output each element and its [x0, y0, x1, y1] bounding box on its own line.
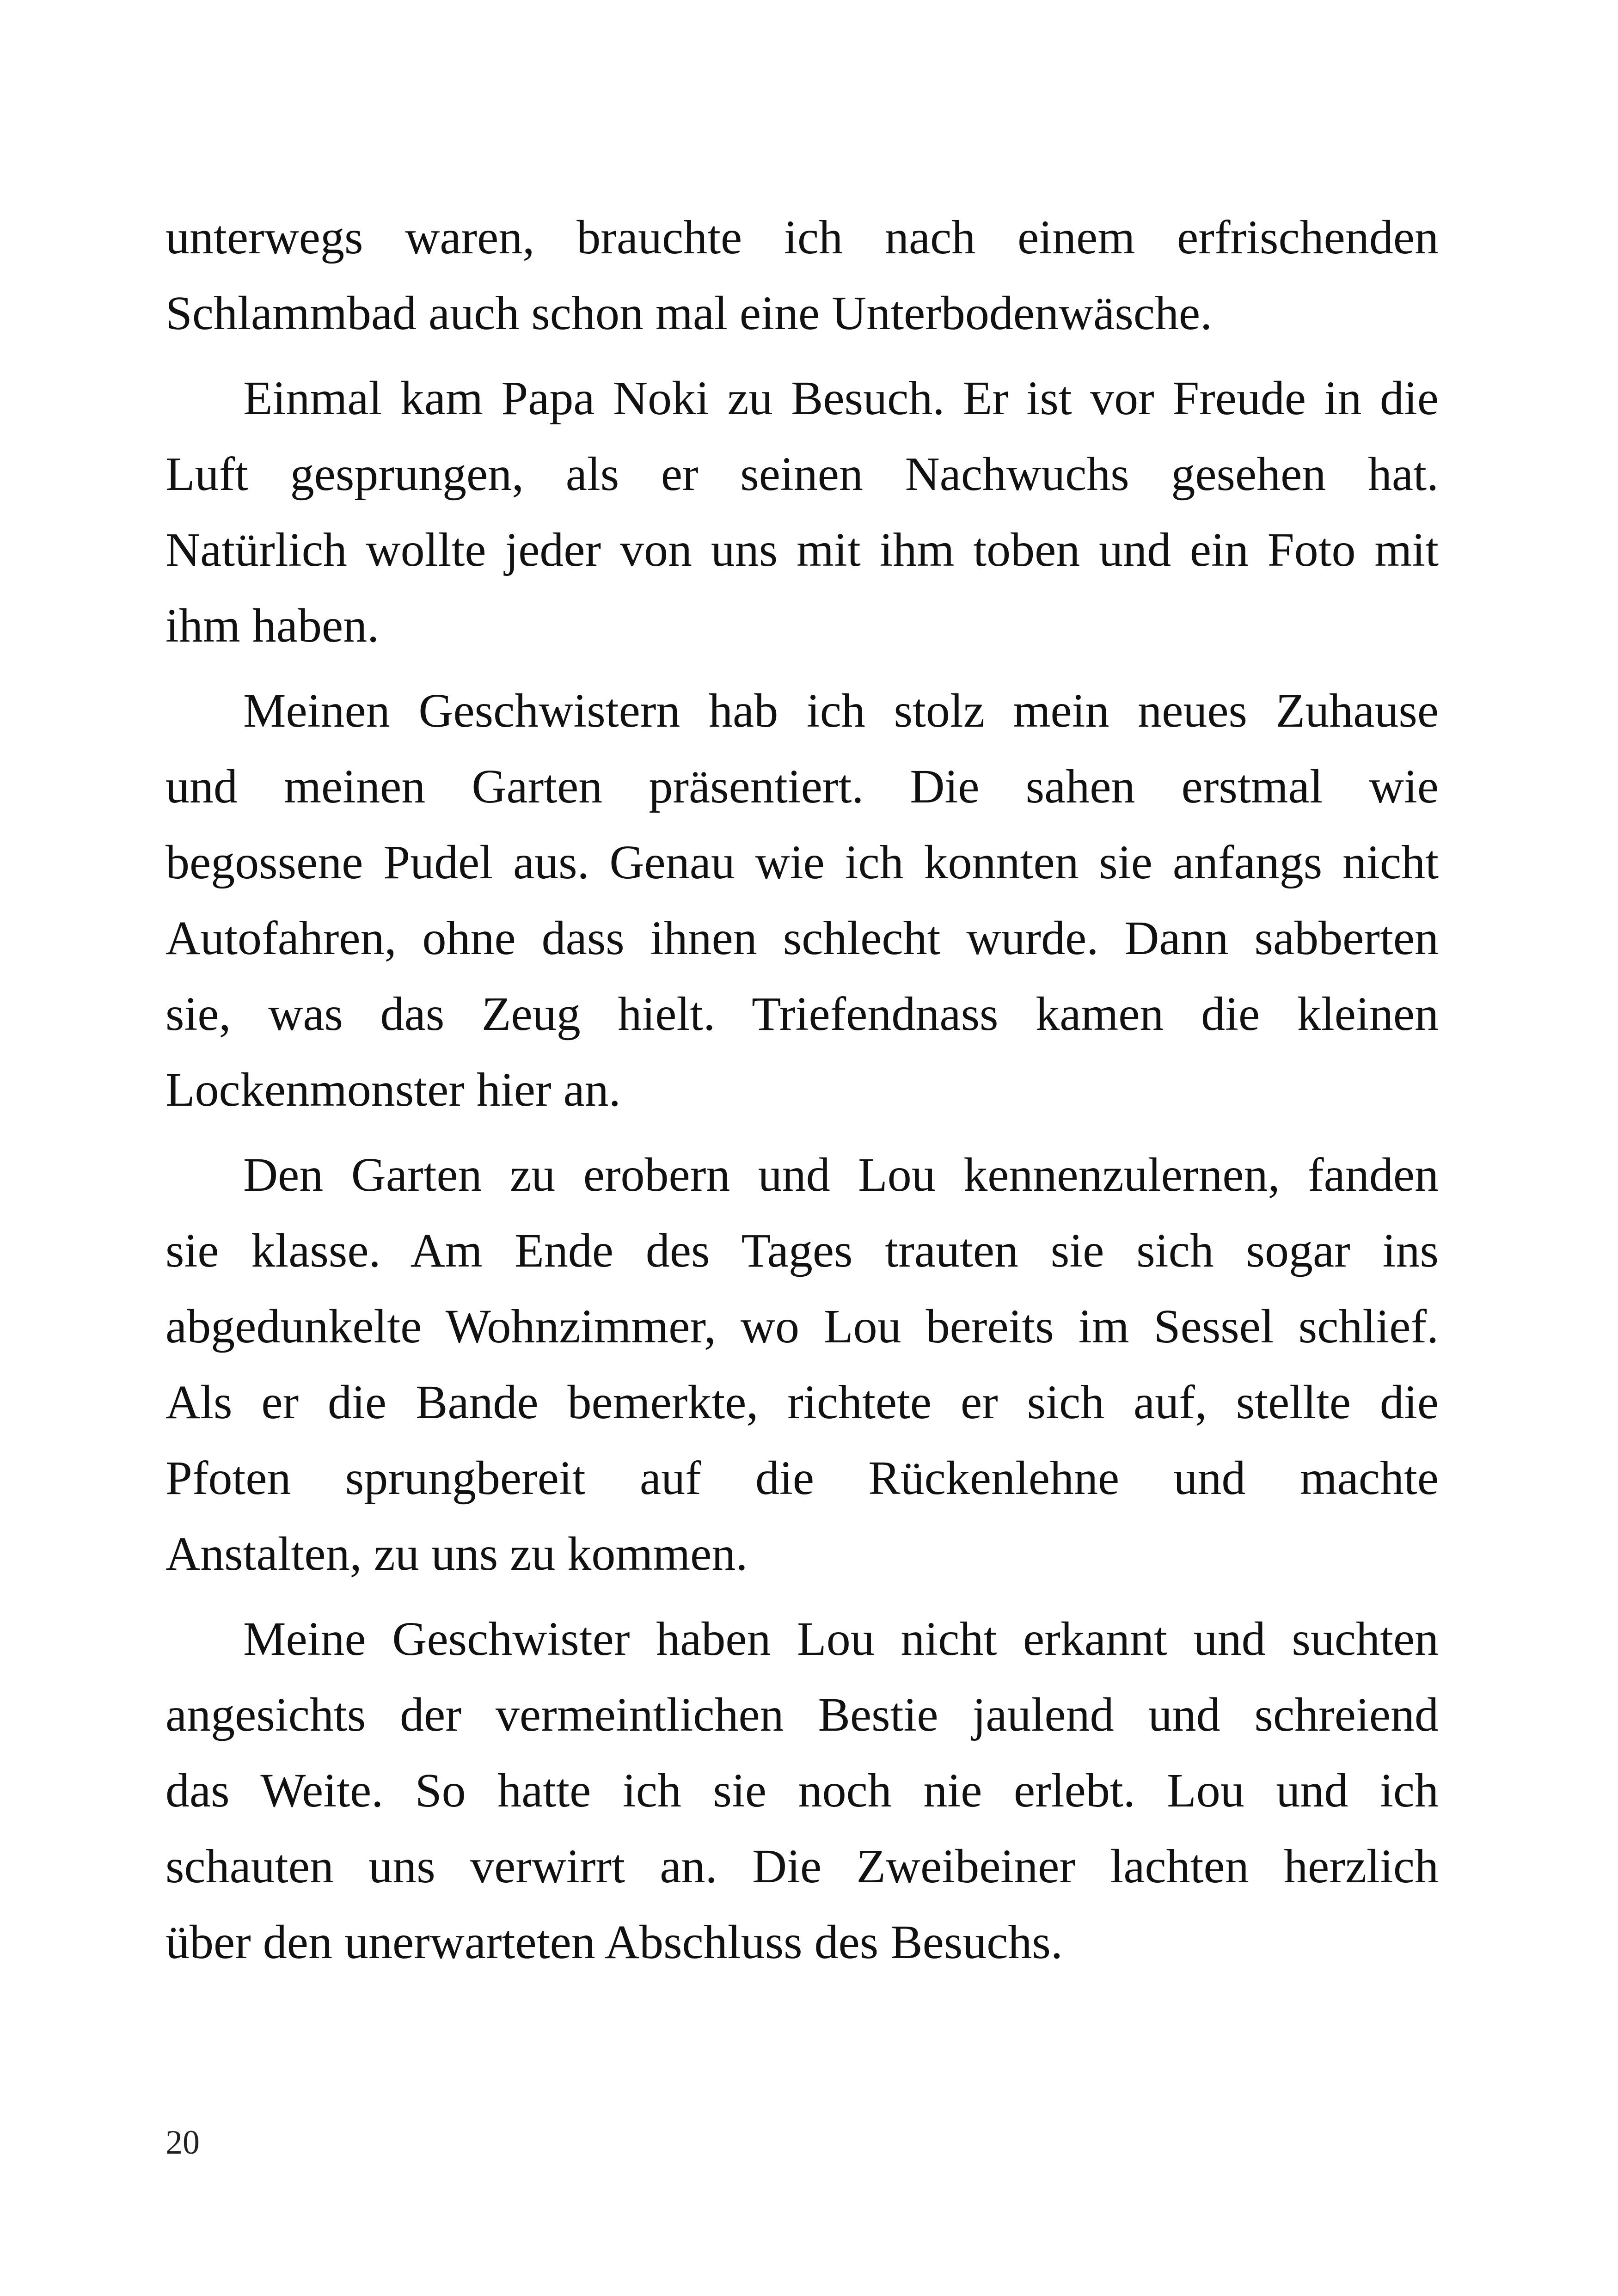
text-line: begossene Pudel aus. Genau wie ich konnten sie anfangs nicht [165, 836, 1439, 889]
text-line: Autofahren, ohne dass ihnen schlecht wurde. Dann sabberten [165, 912, 1439, 965]
text-line: Luft gesprungen, als er seinen Nachwuchs gesehen hat. [165, 447, 1439, 501]
text-line: Als er die Bande bemerkte, richtete er sich auf, stellte die [165, 1376, 1439, 1429]
paragraph [165, 1137, 1439, 1592]
text-line: Einmal kam Papa Noki zu Besuch. Er ist vor Freude in die [243, 372, 1439, 425]
text-line: schauten uns verwirrt an. Die Zweibeiner lachten herzlich [165, 1840, 1439, 1893]
text-line: Schlammbad auch schon mal eine Unterbodenwäsche. [165, 287, 1213, 340]
text-line: Natürlich wollte jeder von uns mit ihm toben und ein Foto mit [165, 523, 1439, 576]
text-line: sie klasse. Am Ende des Tages trauten sie sich sogar ins [165, 1224, 1439, 1277]
text-line: Lockenmonster hier an. [165, 1063, 621, 1116]
paragraph [165, 361, 1439, 664]
text-line: Den Garten zu erobern und Lou kennenzulernen, fanden [243, 1148, 1439, 1201]
text-line: sie, was das Zeug hielt. Triefendnass kamen die kleinen [165, 987, 1439, 1041]
paragraph [165, 200, 1439, 351]
text-line: abgedunkelte Wohnzimmer, wo Lou bereits im Sessel schlief. [165, 1300, 1439, 1353]
text-line: ihm haben. [165, 599, 380, 652]
text-line: über den unerwarteten Abschluss des Besuchs. [165, 1916, 1063, 1969]
paragraph [165, 673, 1439, 1128]
text-line: Pfoten sprungbereit auf die Rückenlehne und machte [165, 1451, 1439, 1505]
text-line: und meinen Garten präsentiert. Die sahen erstmal wie [165, 760, 1439, 813]
text-line: das Weite. So hatte ich sie noch nie erlebt. Lou und ich [165, 1764, 1439, 1817]
text-line: Meinen Geschwistern hab ich stolz mein neues Zuhause [243, 684, 1439, 737]
text-line: Meine Geschwister haben Lou nicht erkannt und suchten [243, 1612, 1439, 1665]
page-number: 20 [165, 2124, 200, 2161]
body-text [165, 200, 1439, 1980]
text-line: unterwegs waren, brauchte ich nach einem erfrischenden [165, 211, 1439, 264]
text-line: Anstalten, zu uns zu kommen. [165, 1527, 748, 1580]
text-line: angesichts der vermeintlichen Bestie jaulend und schreiend [165, 1688, 1439, 1741]
paragraph [165, 1601, 1439, 1980]
